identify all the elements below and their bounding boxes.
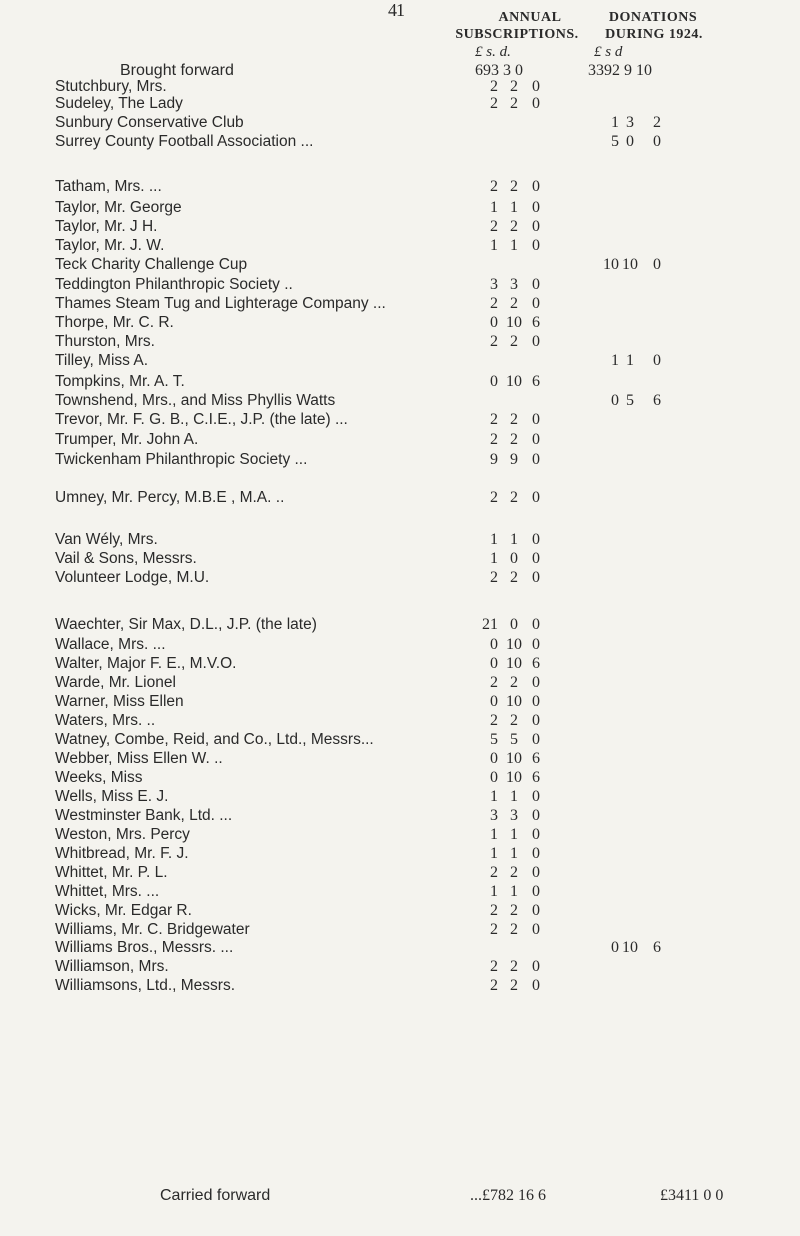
list-item xyxy=(0,95,800,113)
list-item xyxy=(0,431,800,449)
annual-pounds: 1 xyxy=(490,788,498,805)
annual-shillings: 10 xyxy=(506,314,522,331)
entry-name: Tatham, Mrs. ... xyxy=(55,178,162,195)
list-item xyxy=(0,218,800,236)
annual-pence: 0 xyxy=(532,845,540,862)
list-item xyxy=(0,373,800,391)
annual-pence: 0 xyxy=(532,826,540,843)
annual-pounds: 1 xyxy=(490,237,498,254)
carried-forward-donations: £3411 0 0 xyxy=(660,1187,724,1204)
entry-name: Sudeley, The Lady xyxy=(55,95,183,112)
annual-pence: 0 xyxy=(532,95,540,112)
list-item xyxy=(0,616,800,634)
annual-pence: 0 xyxy=(532,411,540,428)
annual-pounds: 2 xyxy=(490,921,498,938)
annual-pence: 0 xyxy=(532,616,540,633)
annual-shillings: 2 xyxy=(510,674,518,691)
entry-name: Warde, Mr. Lionel xyxy=(55,674,176,691)
list-item xyxy=(0,807,800,825)
annual-pence: 0 xyxy=(532,276,540,293)
annual-pence: 6 xyxy=(532,769,540,786)
annual-pence: 0 xyxy=(532,489,540,506)
annual-pounds: 2 xyxy=(490,902,498,919)
annual-pence: 0 xyxy=(532,674,540,691)
entry-name: Williamsons, Ltd., Messrs. xyxy=(55,977,236,994)
annual-shillings: 9 xyxy=(510,451,518,468)
list-item xyxy=(0,788,800,806)
annual-pence: 0 xyxy=(532,788,540,805)
annual-shillings: 2 xyxy=(510,95,518,112)
entry-name: Weston, Mrs. Percy xyxy=(55,826,190,843)
entry-name: Wallace, Mrs. ... xyxy=(55,636,166,653)
annual-shillings: 1 xyxy=(510,531,518,548)
annual-shillings: 1 xyxy=(510,788,518,805)
list-item xyxy=(0,237,800,255)
annual-pence: 0 xyxy=(532,731,540,748)
annual-shillings: 1 xyxy=(510,237,518,254)
annual-pounds: 3 xyxy=(490,276,498,293)
donation-shillings: 3 xyxy=(626,114,634,131)
donation-shillings: 1 xyxy=(626,352,634,369)
entry-name: Taylor, Mr. George xyxy=(55,199,182,216)
annual-shillings: 1 xyxy=(510,826,518,843)
annual-pounds: 0 xyxy=(490,693,498,710)
annual-shillings: 10 xyxy=(506,769,522,786)
entry-name: Townshend, Mrs., and Miss Phyllis Watts xyxy=(55,392,336,409)
annual-shillings: 10 xyxy=(506,750,522,767)
entry-name: Teddington Philanthropic Society .. xyxy=(55,276,293,293)
annual-shillings: 2 xyxy=(510,921,518,938)
entry-name: Van Wély, Mrs. xyxy=(55,531,158,548)
entry-name: Tompkins, Mr. A. T. xyxy=(55,373,185,390)
donation-shillings: 0 xyxy=(626,133,634,150)
annual-shillings: 2 xyxy=(510,178,518,195)
annual-pence: 0 xyxy=(532,178,540,195)
entry-name: Thames Steam Tug and Lighterage Company ... xyxy=(55,295,386,312)
entry-name: Volunteer Lodge, M.U. xyxy=(55,569,210,586)
annual-header-line1: ANNUAL xyxy=(498,10,562,25)
entry-name: Surrey County Football Association ... xyxy=(55,133,314,150)
list-item xyxy=(0,314,800,332)
entry-name: Watney, Combe, Reid, and Co., Ltd., Messrs... xyxy=(55,731,374,748)
list-item xyxy=(0,333,800,351)
annual-shillings: 10 xyxy=(506,636,522,653)
annual-pounds: 1 xyxy=(490,883,498,900)
annual-shillings: 2 xyxy=(510,977,518,994)
annual-pounds: 2 xyxy=(490,569,498,586)
donation-pence: 0 xyxy=(653,352,661,369)
annual-pounds: 0 xyxy=(490,750,498,767)
carried-forward-label: Carried forward xyxy=(160,1187,271,1204)
list-item xyxy=(0,655,800,673)
list-item xyxy=(0,845,800,863)
annual-shillings: 10 xyxy=(506,655,522,672)
list-item xyxy=(0,276,800,294)
annual-shillings: 0 xyxy=(510,550,518,567)
entry-name: Williams Bros., Messrs. ... xyxy=(55,939,234,956)
entry-name: Waechter, Sir Max, D.L., J.P. (the late) xyxy=(55,616,317,633)
donation-pounds: 1 xyxy=(611,352,619,369)
entry-name: Thurston, Mrs. xyxy=(55,333,155,350)
annual-pence: 0 xyxy=(532,883,540,900)
annual-shillings: 5 xyxy=(510,731,518,748)
entry-name: Williams, Mr. C. Bridgewater xyxy=(55,921,250,938)
donation-units: £ s d xyxy=(594,44,623,60)
annual-pounds: 0 xyxy=(490,314,498,331)
entry-name: Taylor, Mr. J H. xyxy=(55,218,158,235)
carried-forward-row xyxy=(0,1187,800,1209)
entry-name: Teck Charity Challenge Cup xyxy=(55,256,248,273)
annual-pounds: 1 xyxy=(490,531,498,548)
list-item xyxy=(0,750,800,768)
annual-pounds: 1 xyxy=(490,826,498,843)
annual-pounds: 2 xyxy=(490,218,498,235)
list-item xyxy=(0,550,800,568)
annual-shillings: 3 xyxy=(510,276,518,293)
entry-name: Whittet, Mrs. ... xyxy=(55,883,160,900)
entry-name: Taylor, Mr. J. W. xyxy=(55,237,165,254)
annual-pence: 0 xyxy=(532,295,540,312)
entry-name: Walter, Major F. E., M.V.O. xyxy=(55,655,237,672)
annual-shillings: 1 xyxy=(510,199,518,216)
annual-shillings: 10 xyxy=(506,693,522,710)
entry-name: Whitbread, Mr. F. J. xyxy=(55,845,189,862)
annual-shillings: 2 xyxy=(510,295,518,312)
annual-pounds: 21 xyxy=(482,616,498,633)
donation-pence: 0 xyxy=(653,256,661,273)
list-item xyxy=(0,295,800,313)
donation-pounds: 0 xyxy=(611,392,619,409)
list-item xyxy=(0,883,800,901)
annual-shillings: 2 xyxy=(510,78,518,95)
entry-name: Thorpe, Mr. C. R. xyxy=(55,314,174,331)
list-item xyxy=(0,352,800,370)
list-item xyxy=(0,674,800,692)
donation-pence: 2 xyxy=(653,114,661,131)
entry-name: Weeks, Miss xyxy=(55,769,143,786)
annual-shillings: 0 xyxy=(510,616,518,633)
annual-pence: 0 xyxy=(532,636,540,653)
annual-shillings: 2 xyxy=(510,411,518,428)
annual-pounds: 2 xyxy=(490,712,498,729)
annual-pounds: 0 xyxy=(490,636,498,653)
annual-pence: 0 xyxy=(532,531,540,548)
list-item xyxy=(0,78,800,96)
annual-pounds: 2 xyxy=(490,431,498,448)
annual-pence: 6 xyxy=(532,314,540,331)
annual-pounds: 1 xyxy=(490,845,498,862)
entry-name: Wicks, Mr. Edgar R. xyxy=(55,902,192,919)
entry-name: Stutchbury, Mrs. xyxy=(55,78,167,95)
annual-pence: 0 xyxy=(532,431,540,448)
annual-shillings: 10 xyxy=(506,373,522,390)
donations-header-line1: DONATIONS xyxy=(608,10,698,25)
annual-shillings: 1 xyxy=(510,883,518,900)
annual-shillings: 2 xyxy=(510,218,518,235)
annual-shillings: 2 xyxy=(510,712,518,729)
list-item xyxy=(0,977,800,995)
annual-pounds: 0 xyxy=(490,373,498,390)
list-item xyxy=(0,178,800,196)
donation-pence: 6 xyxy=(653,939,661,956)
donation-shillings: 10 xyxy=(622,256,638,273)
annual-pence: 0 xyxy=(532,550,540,567)
list-item xyxy=(0,411,800,429)
annual-pence: 0 xyxy=(532,977,540,994)
brought-forward-annual: 693 3 0 xyxy=(475,62,523,79)
entry-name: Williamson, Mrs. xyxy=(55,958,169,975)
annual-pence: 0 xyxy=(532,807,540,824)
entry-name: Waters, Mrs. .. xyxy=(55,712,156,729)
brought-forward-label: Brought forward xyxy=(120,62,234,79)
annual-pounds: 1 xyxy=(490,199,498,216)
annual-pence: 0 xyxy=(532,218,540,235)
annual-pence: 0 xyxy=(532,78,540,95)
list-item xyxy=(0,451,800,469)
annual-shillings: 2 xyxy=(510,431,518,448)
entry-name: Tilley, Miss A. xyxy=(55,352,149,369)
list-item xyxy=(0,921,800,939)
entry-name: Westminster Bank, Ltd. ... xyxy=(55,807,233,824)
entry-name: Warner, Miss Ellen xyxy=(55,693,184,710)
list-item xyxy=(0,199,800,217)
donation-pence: 6 xyxy=(653,392,661,409)
list-item xyxy=(0,939,800,957)
list-item xyxy=(0,958,800,976)
brought-forward-donations: 3392 9 10 xyxy=(588,62,652,79)
annual-pence: 0 xyxy=(532,693,540,710)
list-item xyxy=(0,531,800,549)
donation-pounds: 5 xyxy=(611,133,619,150)
annual-pence: 0 xyxy=(532,921,540,938)
entry-name: Vail & Sons, Messrs. xyxy=(55,550,197,567)
donation-shillings: 5 xyxy=(626,392,634,409)
entry-name: Wells, Miss E. J. xyxy=(55,788,169,805)
donation-pounds: 1 xyxy=(611,114,619,131)
annual-shillings: 2 xyxy=(510,569,518,586)
list-item xyxy=(0,902,800,920)
annual-pence: 0 xyxy=(532,902,540,919)
list-item xyxy=(0,636,800,654)
annual-pounds: 2 xyxy=(490,295,498,312)
annual-pounds: 2 xyxy=(490,78,498,95)
annual-pence: 0 xyxy=(532,333,540,350)
annual-pounds: 2 xyxy=(490,333,498,350)
annual-pounds: 2 xyxy=(490,178,498,195)
entry-name: Sunbury Conservative Club xyxy=(55,114,244,131)
annual-pounds: 3 xyxy=(490,807,498,824)
entry-name: Twickenham Philanthropic Society ... xyxy=(55,451,308,468)
carried-forward-annual: ...£782 16 6 xyxy=(470,1187,546,1204)
list-item xyxy=(0,133,800,151)
annual-shillings: 2 xyxy=(510,958,518,975)
annual-pence: 0 xyxy=(532,451,540,468)
list-item xyxy=(0,769,800,787)
annual-pounds: 2 xyxy=(490,977,498,994)
annual-shillings: 1 xyxy=(510,845,518,862)
list-item xyxy=(0,489,800,507)
annual-pounds: 2 xyxy=(490,411,498,428)
entry-name: Trevor, Mr. F. G. B., C.I.E., J.P. (the late) ... xyxy=(55,411,348,428)
list-item xyxy=(0,569,800,587)
donation-shillings: 10 xyxy=(622,939,638,956)
donation-pounds: 0 xyxy=(611,939,619,956)
donation-pounds: 10 xyxy=(603,256,619,273)
annual-pounds: 2 xyxy=(490,95,498,112)
entry-name: Webber, Miss Ellen W. .. xyxy=(55,750,223,767)
annual-pounds: 2 xyxy=(490,674,498,691)
annual-pounds: 1 xyxy=(490,550,498,567)
annual-pounds: 5 xyxy=(490,731,498,748)
annual-pence: 0 xyxy=(532,199,540,216)
annual-shillings: 2 xyxy=(510,864,518,881)
list-item xyxy=(0,693,800,711)
list-item xyxy=(0,864,800,882)
annual-pounds: 2 xyxy=(490,958,498,975)
annual-pence: 0 xyxy=(532,864,540,881)
annual-pounds: 2 xyxy=(490,489,498,506)
list-item xyxy=(0,256,800,274)
annual-shillings: 3 xyxy=(510,807,518,824)
annual-pence: 6 xyxy=(532,750,540,767)
annual-shillings: 2 xyxy=(510,333,518,350)
annual-pounds: 2 xyxy=(490,864,498,881)
annual-shillings: 2 xyxy=(510,902,518,919)
annual-pence: 0 xyxy=(532,712,540,729)
annual-pounds: 9 xyxy=(490,451,498,468)
annual-shillings: 2 xyxy=(510,489,518,506)
donations-header-line2: DURING 1924. xyxy=(605,27,703,42)
donation-pence: 0 xyxy=(653,133,661,150)
annual-pence: 0 xyxy=(532,237,540,254)
annual-header-line2: SUBSCRIPTIONS. xyxy=(455,27,579,42)
page-number: 41 xyxy=(388,0,404,20)
annual-pence: 0 xyxy=(532,569,540,586)
entry-name: Whittet, Mr. P. L. xyxy=(55,864,168,881)
annual-pounds: 0 xyxy=(490,769,498,786)
entry-name: Umney, Mr. Percy, M.B.E , M.A. .. xyxy=(55,489,285,506)
annual-pence: 6 xyxy=(532,373,540,390)
entry-name: Trumper, Mr. John A. xyxy=(55,431,199,448)
annual-pence: 0 xyxy=(532,958,540,975)
annual-pounds: 0 xyxy=(490,655,498,672)
annual-units: £ s. d. xyxy=(475,44,511,60)
list-item xyxy=(0,826,800,844)
list-item xyxy=(0,731,800,749)
list-item xyxy=(0,114,800,132)
annual-pence: 6 xyxy=(532,655,540,672)
list-item xyxy=(0,392,800,410)
list-item xyxy=(0,712,800,730)
